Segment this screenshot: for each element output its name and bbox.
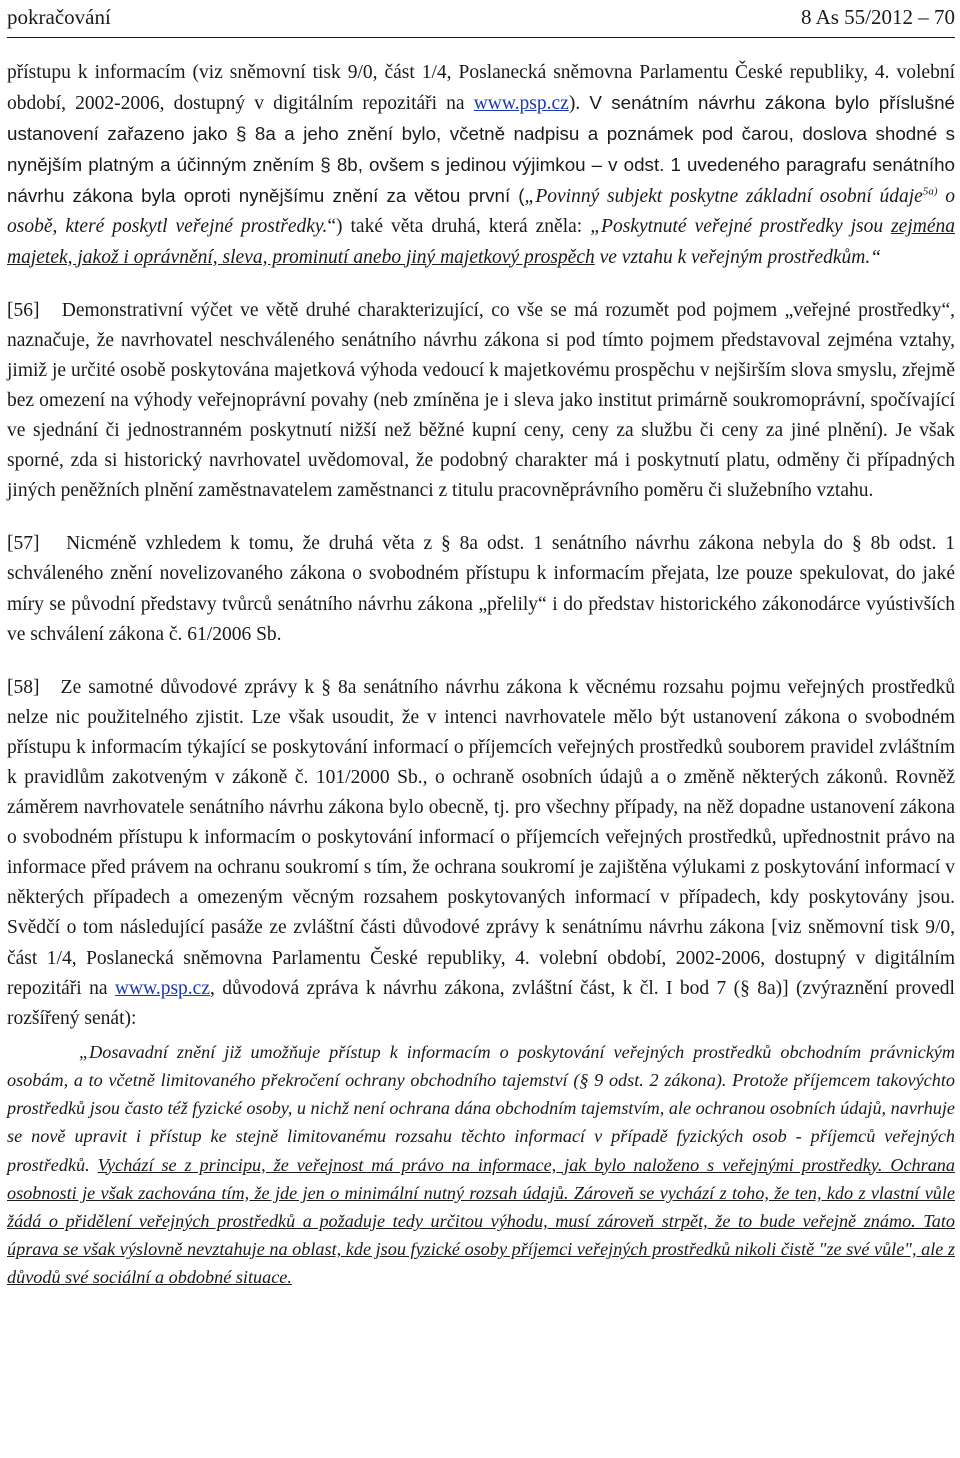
paragraph-58-text: [58] Ze samotné důvodové zprávy k § 8a senátního návrhu zákona k věcnému rozsahu pojmu veřejných prostředků nelze nic použitelného zjistit. Lze však usoudit, že v intenci navrhovatele mělo být ustanovení zákona o svobodném přístupu k informacím týkající se poskytování informací o příjemcích veřejných prostředků souborem pravidel zvláštním k pravidlům zakotveným v zákoně č. 101/2000 Sb., o ochraně osobních údajů a o změně některých zákonů. Rovněž záměrem navrhovatele senátního návrhu zákona bylo obecně, tj. pro všechny případy, na něž dopadne ustanovení zákona o svobodném přístupu k informacím o poskytování informací o příjemcích veřejných prostředků, upřednostnit právo na informace před právem na ochranu soukromí s tím, že ochrana soukromí je zajištěna výlukami z poskytování informací v některých případech a omezeným věcným rozsahem poskytovaných informací v případech, kdy poskytovány jsou. Svědčí o tom následující pasáže ze zvláštní části důvodové zprávy k senátnímu návrhu zákona [viz sněmovní tisk 9/0, část 1/4, Poslanecká sněmovna Parlamentu České republiky, 4. volební období, 2002-2006, dostupný v digitálním repozitáři na (7, 676, 955, 999)
quote-text: „Dosavadní znění již umožňuje přístup k informacím o poskytování veřejných prostředků obchodním právnickým osobám, a to včetně limitovaného překročení ochrany obchodního tajemství (§ 9 odst. 2 zákona). Protože příjemcem takovýchto prostředků jsou často též fyzické osoby, u nichž není ochrana dána obchodním tajemstvím, ale ochranou osobních údajů, navrhuje se nově upravit i přístup ke stejně limitovanému rozsahu těchto informací v případě fyzických osob - příjemců veřejných prostředků. (7, 1041, 955, 1175)
footnote-ref: 5a) (922, 185, 938, 198)
quote-underlined-text: Vychází se z principu, že veřejnost má právo na informace, jak bylo naloženo s veřejnými prostředky. Ochrana osobnosti je však zachována tím, že jde jen o minimální nutný rozsah údajů. Zároveň se vychází z toho, že ten, kdo z vlastní vůle žádá o přidělení veřejných prostředků a požaduje tedy určitou výhodu, musí zároveň strpět, že to bude veřejně známo. Tato úprava se však výslovně nevztahuje na oblast, kde jsou fyzické osoby příjemci veřejných prostředků nikoli čistě "ze své vůle", ale z důvodů své sociální a obdobné situace. (7, 1154, 955, 1288)
intro-text-3: V senátním návrhu zákona bylo příslušné ustanovení zařazeno jako § 8a a jeho znění bylo, včetně nadpisu a poznámek pod čarou, doslova shodné s nynějším platným a účinným zněním § 8b, ovšem s jedinou výjimkou – v odst. 1 uvedeného paragrafu senátního návrhu zákona byla oproti nynějšímu znění za větou první ( (7, 92, 955, 207)
quote-sentence-two-underlined: zejména majetek, jakož i oprávnění, sleva, prominutí anebo jiný majetkový prospěch (7, 216, 955, 268)
quote-sentence-one-end: o osobě, které poskytl veřejné prostředky. (7, 186, 955, 238)
paragraph-58-text-end: , důvodová zpráva k návrhu zákona, zvláštní část, k čl. I bod 7 (§ 8a)] (zvýraznění provedl rozšířený senát): (7, 977, 955, 1029)
intro-text-2: ). (568, 93, 590, 115)
header-case-number: 8 As 55/2012 – 70 (800, 5, 955, 29)
paragraph-56: [56] Demonstrativní výčet ve větě druhé charakterizující, co vše se má rozumět pod pojmem „veřejné prostředky“, naznačuje, že navrhovatel neschváleného senátního návrhu zákona si pod tímto pojmem představoval zejména vztahy, jimiž je určité osobě poskytována majetková výhoda vedoucí k majetkovému prospěchu v nejširším slova smyslu, zřejmě bez omezení na výhody veřejnoprávní povahy (neb zmíněna je i sleva jako institut primárně soukromoprávní, spočívající ve sjednání či jednostranném poskytnutí nižší než běžné kupní ceny, ceny za službu či ceny za jiné plnění). Je však sporné, zda si historický navrhovatel uvědomoval, že podobný charakter má i poskytnutí platu, odměny či případných jiných peněžních plnění zaměstnavatelem zaměstnanci z titulu pracovněprávního poměru či služebního vztahu. (7, 299, 955, 502)
quote-sentence-two: „Poskytnuté veřejné prostředky jsou (590, 216, 892, 238)
psp-link-2[interactable]: www.psp.cz (114, 977, 210, 999)
quote-sentence-one: „Povinný subjekt poskytne základní osobní údaje (524, 186, 923, 208)
document-page (7, 0, 955, 1288)
header-continuation-label: pokračování (7, 5, 111, 29)
document-body (7, 58, 955, 1292)
intro-text-4: “) také věta druhá, která zněla: (327, 216, 591, 238)
page-header (7, 2, 955, 32)
header-divider (7, 37, 955, 38)
intro-paragraph (7, 58, 955, 273)
intro-text-1: přístupu k informacím (viz sněmovní tisk 9/0, část 1/4, Poslanecká sněmovna Parlamentu České republiky, 4. volební období, 2002-2006, dostupný v digitálním repozitáři na (7, 62, 955, 115)
explanatory-report-quote (7, 1038, 955, 1292)
paragraph-57: [57] Nicméně vzhledem k tomu, že druhá věta z § 8a odst. 1 senátního návrhu zákona nebyla do § 8b odst. 1 schváleného znění novelizovaného zákona o svobodném přístupu k informacím přejata, lze pouze spekulovat, do jaké míry se původní představy tvůrců senátního návrhu zákona „přelily“ i do představ historického zákonodárce vyústivších ve schválení zákona č. 61/2006 Sb. (7, 533, 955, 645)
paragraph-58 (7, 673, 955, 1034)
quote-sentence-two-end: ve vztahu k veřejným prostředkům.“ (594, 246, 882, 268)
psp-link-1[interactable]: www.psp.cz (473, 93, 569, 115)
